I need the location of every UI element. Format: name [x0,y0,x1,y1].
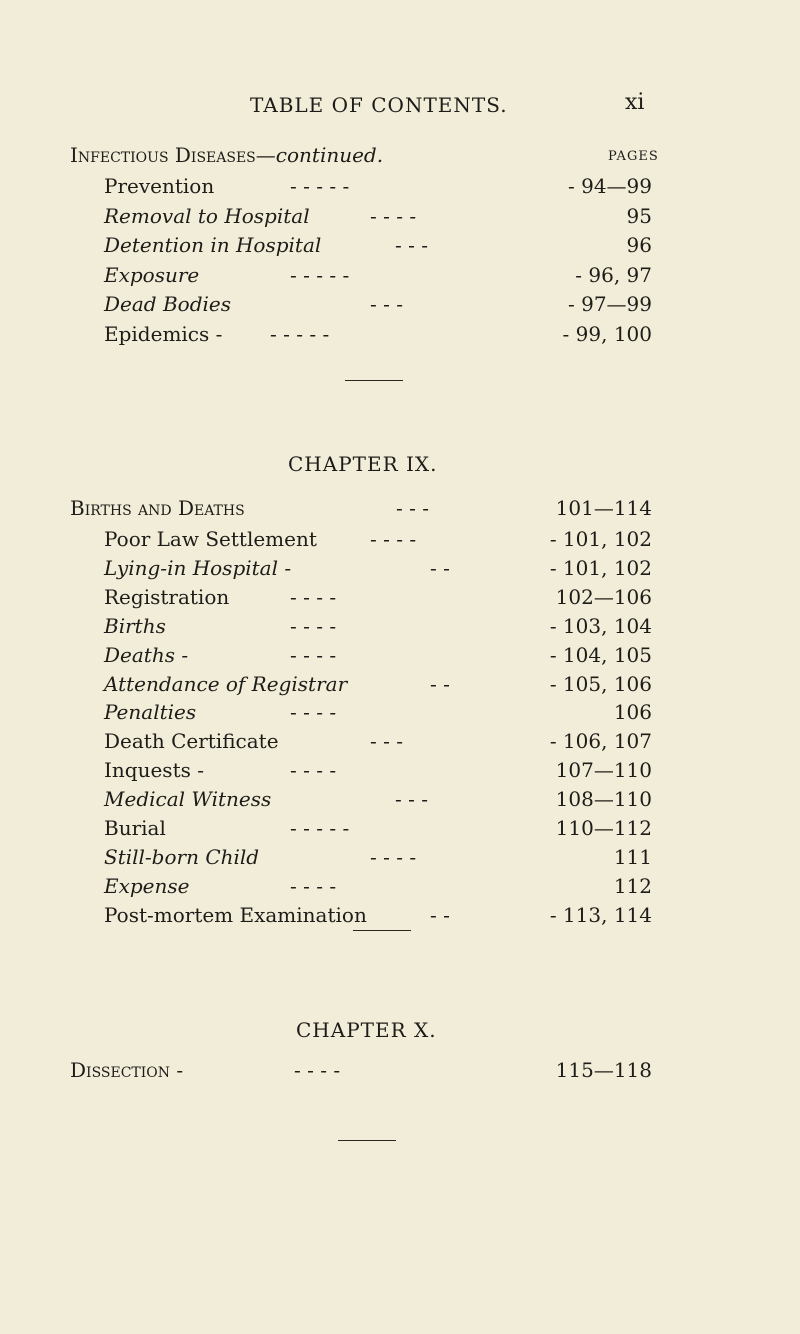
toc-entry-pages: - 101, 102 [549,555,652,580]
toc-entry-label: Medical Witness [104,787,272,812]
toc-entry [0,527,800,559]
toc-entry-label: Burial [104,816,166,840]
toc-entry-label: Still-born Child [104,844,260,869]
toc-entry-pages: 102—106 [555,584,652,609]
divider-rule [338,1140,396,1141]
toc-entry [0,263,800,295]
toc-entry-label: Penalties [104,700,197,725]
toc-entry-pages: 115—118 [555,1058,652,1082]
toc-entry-label: Births and Deaths [70,496,245,520]
toc-entry-leader: - - - - [370,844,417,869]
toc-entry-leader: - - - - [290,758,337,783]
toc-entry-pages: - 97—99 [567,292,652,317]
toc-entry-leader: - - [430,555,450,580]
toc-entry-pages: 111 [613,844,652,869]
toc-entry-pages: - 96, 97 [575,262,652,287]
toc-entry-leader: - - - - - [290,262,350,287]
toc-entry-leader: - - - - [294,1058,341,1082]
toc-entry-pages: 96 [626,233,652,258]
toc-entry [0,845,800,877]
toc-entry-leader: - - - [370,292,403,317]
toc-entry-label: Attendance of Registrar [104,671,348,696]
toc-entry-label: Detention in Hospital [104,233,322,258]
toc-entry [0,729,800,761]
toc-entry-leader: - - [430,671,450,696]
toc-entry-leader: - - - [395,787,428,812]
toc-entry [0,614,800,646]
toc-entry-label: Epidemics - [104,322,223,346]
toc-entry-pages: 110—112 [555,816,652,840]
chapter-x-title: CHAPTER X. [296,1018,437,1042]
toc-entry-leader: - - - - [290,642,337,667]
toc-entry-pages: - 105, 106 [549,671,652,696]
page-number: xi [625,90,645,115]
toc-entry-label: Post-mortem Examination [104,902,367,927]
chapter-ix-title: CHAPTER IX. [288,452,438,476]
toc-entry-pages: - 104, 105 [549,642,652,667]
toc-entry [0,585,800,617]
toc-entry-pages: - 106, 107 [549,729,652,754]
toc-entry-births-and-deaths [0,496,800,528]
toc-entry-pages: - 103, 104 [549,613,652,638]
toc-entry-leader: - - [430,902,450,927]
toc-entry-pages: - 101, 102 [549,527,652,551]
toc-entry [0,758,800,790]
toc-entry-leader: - - - - [290,584,337,609]
toc-entry-leader: - - - - [370,203,417,228]
toc-entry-label: Poor Law Settlement [104,527,317,551]
pages-column-header: PAGES [608,149,659,164]
toc-entry-leader: - - - - [370,527,417,551]
toc-entry-pages: 112 [613,873,652,898]
toc-entry-pages: 108—110 [555,787,652,812]
toc-entry-leader: - - - [370,729,403,754]
toc-entry-leader: - - - - - [290,816,350,840]
toc-entry-label: Dissection - [70,1058,184,1082]
toc-entry-label: Lying-in Hospital - [104,555,292,580]
toc-entry-label: Prevention [104,174,215,198]
toc-entry-leader: - - - - [290,700,337,725]
section-heading-suffix: —continued. [255,143,384,167]
running-title: TABLE OF CONTENTS. [250,93,508,117]
section-heading [70,143,383,167]
toc-entry-label: Removal to Hospital [104,203,310,228]
toc-entry [0,700,800,732]
toc-entry-label: Death Certificate [104,729,279,754]
toc-entry-leader: - - - [395,233,428,258]
toc-entry [0,556,800,588]
toc-entry-pages: - 113, 114 [549,902,652,927]
toc-entry [0,787,800,819]
toc-entry [0,322,800,354]
toc-entry [0,816,800,848]
toc-entry [0,672,800,704]
toc-entry [0,292,800,324]
toc-entry-label: Inquests - [104,758,204,783]
toc-entry-label: Dead Bodies [104,292,231,317]
toc-entry-leader: - - - - [290,613,337,638]
toc-entry-leader: - - - - [290,873,337,898]
toc-entry-label: Deaths - [104,642,189,667]
toc-entry-label: Registration [104,584,230,609]
toc-entry-leader: - - - - - [270,322,330,346]
toc-entry-label: Births [104,613,166,638]
toc-entry [0,204,800,236]
divider-rule [353,930,411,931]
toc-entry-pages: - 94—99 [567,174,652,198]
toc-entry [0,174,800,206]
toc-entry-leader: - - - - - [290,174,350,198]
divider-rule [345,380,403,381]
toc-entry-pages: 107—110 [555,758,652,783]
section-heading-main: Infectious Diseases [70,143,256,167]
toc-entry [0,874,800,906]
toc-entry-pages: 101—114 [555,496,652,520]
toc-entry-pages: 95 [626,203,652,228]
toc-entry-leader: - - - [396,496,429,520]
toc-entry-pages: - 99, 100 [562,322,652,346]
toc-entry-label: Expense [104,873,190,898]
toc-entry [0,643,800,675]
toc-entry-label: Exposure [104,262,200,287]
toc-entry-pages: 106 [613,700,652,725]
toc-entry-dissection [0,1058,800,1090]
toc-entry [0,233,800,265]
